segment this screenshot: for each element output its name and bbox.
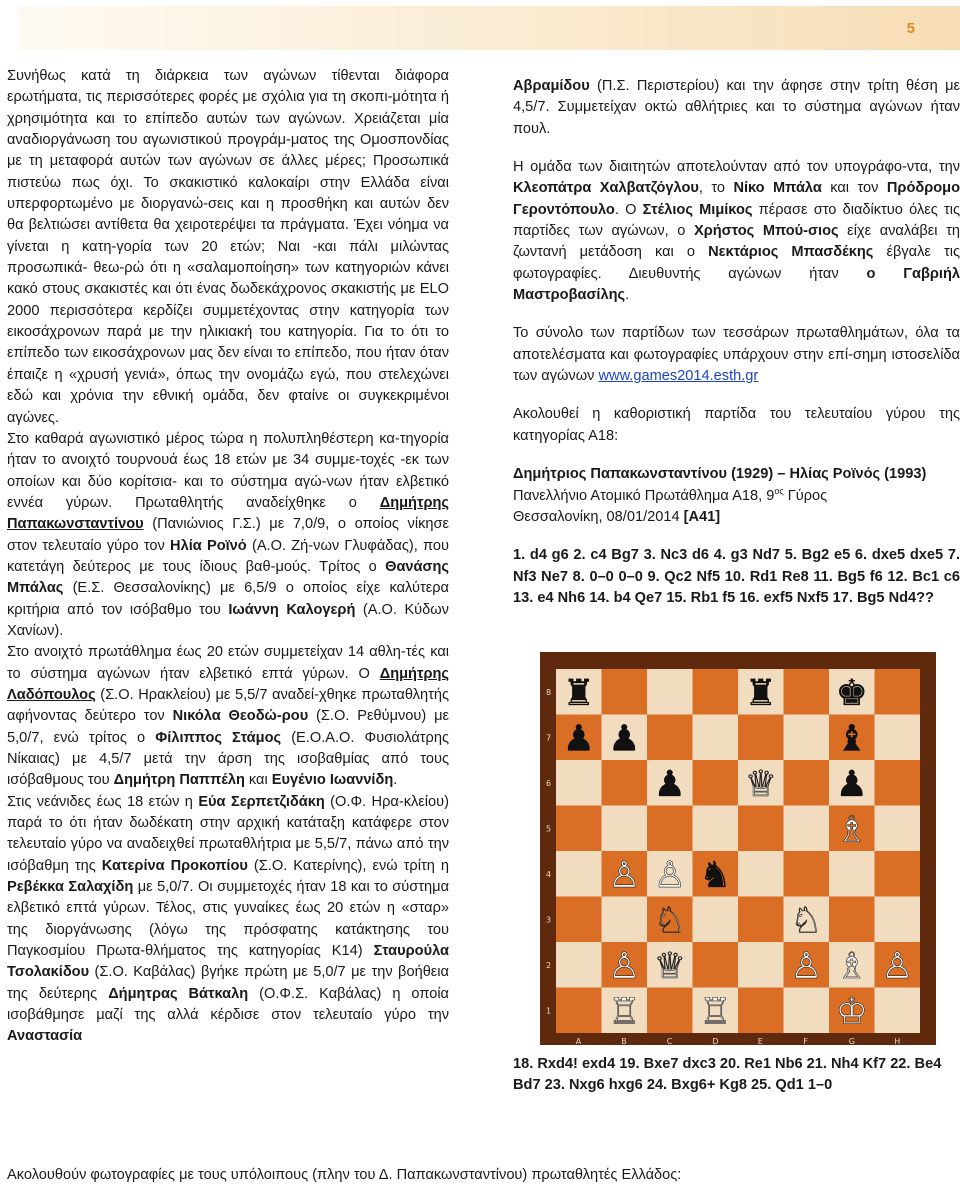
name-highlight: Ρεβέκκα Σαλαχίδη	[7, 879, 134, 896]
name-highlight: Δημήτρης Λαδόπουλος	[7, 665, 449, 703]
website-link[interactable]: www.games2014.esth.gr	[598, 368, 759, 385]
board-square-e7	[738, 715, 784, 761]
board-square-h3	[875, 897, 921, 943]
board-square-g3	[829, 897, 875, 943]
white-knight-icon: ♘	[653, 900, 686, 942]
text-run: και τον	[821, 180, 887, 197]
black-king-icon: ♚	[835, 672, 868, 714]
name-highlight: Νεκτάριος Μπασδέκης	[708, 244, 874, 261]
text-run: Στο καθαρά αγωνιστικό μέρος τώρα η πολυπληθέστερη κα-τηγορία ήταν το ανοιχτό τουρνουά έως 18 ετών με 34 συμμε-τοχές -εκ των οποίων και δύο κορίτσια- και το σύστημα αγώ-νων ήταν ελβετικό εννέα γύρων. Πρωταθλητής αναδείχθηκε ο	[7, 430, 449, 511]
game-event-text: Πανελλήνιο Ατομικό Πρωτάθλημα Α18, 9	[513, 487, 775, 504]
file-label: C	[666, 1037, 673, 1045]
right-paragraph-arbiters	[513, 157, 960, 306]
name-highlight: Ευγένιο Ιωαννίδη	[271, 772, 394, 789]
name-highlight: Δημήτρη Παππέλη	[113, 772, 245, 789]
name-highlight: Φίλιππος Στάμος	[155, 729, 282, 746]
board-square-c7	[647, 715, 693, 761]
page-number: 5	[906, 20, 915, 37]
text-run: έβγαλε τις φωτογραφίες. Διευθυντής αγώνων ήταν	[513, 244, 960, 282]
board-square-b6	[602, 760, 648, 806]
board-square-f8	[784, 669, 830, 715]
game-moves-part2: 18. Rxd4! exd4 19. Bxe7 dxc3 20. Re1 Nb6 21. Nh4 Kf7 22. Be4 Bd7 23. Nxg6 hxg6 24. Bxg6+ Kg8 25. Qd1 1–0	[513, 1056, 942, 1094]
right-paragraph-website	[513, 323, 960, 387]
name-highlight: Εύα Σερπετζιδάκη	[198, 793, 325, 810]
board-square-c1	[647, 988, 693, 1034]
text-run: .	[625, 287, 630, 304]
board-square-f5	[784, 806, 830, 852]
board-square-a6	[556, 760, 602, 806]
white-queen-icon: ♕	[744, 763, 777, 805]
game-event-tail: Γύρος	[783, 487, 828, 504]
board-square-e1	[738, 988, 784, 1034]
white-pawn-icon: ♙	[608, 945, 641, 987]
text-run: . Ο	[614, 201, 643, 218]
text-run: με 5,0/7. Οι συμμετοχές ήταν 18 και το σύστημα ελβετικό επτά γύρων. Τέλος, στις γυναίκες έως 20 ετών η «σταρ» της διοργάνωσης (λόγω της πρόσφατης κατάκτησης του Παγκοσμίου Πρωτα-θλήματος της κατηγορίας Κ14)	[7, 879, 450, 960]
text-run: (Σ.Ο. Ρεθύμνου) με 5,0/7, ενώ τρίτος ο	[7, 708, 449, 746]
white-bishop-icon: ♗	[835, 809, 868, 851]
board-square-h8	[875, 669, 921, 715]
rank-label: 4	[546, 869, 552, 879]
board-square-h7	[875, 715, 921, 761]
text-run: Το σύνολο των παρτίδων των τεσσάρων πρωταθλημάτων, όλα τα αποτελέσματα και φωτογραφίες υπάρχουν στην επί-σημη ιστοσελίδα των αγώνων	[513, 325, 960, 385]
chess-diagram	[540, 652, 936, 1045]
board-square-b8	[602, 669, 648, 715]
footer-caption: Ακολουθούν φωτογραφίες με τους υπόλοιπους (πλην του Δ. Παπακωνσταντίνου) πρωταθλητές Ελλάδος:	[7, 1167, 682, 1183]
rank-label: 7	[546, 733, 552, 743]
name-highlight: ο Γαβριήλ Μαστροβασίλης	[513, 265, 960, 304]
text-run: (Ο.Φ. Ηρα-κλείου) παρά το ότι ήταν δωδέκατη στην αρχική κατάταξη κατάφερε στον τελευταίο γύρο να αναδειχθεί πρωταθλήτρια με 5,5/7, πάνω από την ισόβαθμη της	[7, 793, 449, 874]
board-square-a4	[556, 851, 602, 897]
text-run: (Α.Ο. Κύδων Χανίων).	[7, 601, 449, 639]
board-square-f4	[784, 851, 830, 897]
left-paragraph-u18	[7, 429, 449, 642]
file-label: F	[803, 1037, 808, 1045]
black-pawn-icon: ♟	[608, 718, 641, 760]
white-pawn-icon: ♙	[790, 945, 823, 987]
game-event	[513, 486, 960, 507]
file-label: A	[575, 1037, 582, 1045]
text-run: Η ομάδα των διαιτητών αποτελούνταν από τον υπογράφο-ντα, την	[513, 159, 960, 176]
file-label: E	[757, 1037, 763, 1045]
name-highlight: Χρήστος Μπού-σιος	[693, 223, 839, 240]
white-pawn-icon: ♙	[608, 854, 641, 896]
board-square-e3	[738, 897, 784, 943]
text-run: (Σ.Ο. Ηρακλείου) με 5,5/7 αναδεί-χθηκε πρωταθλητής αφήνοντας δεύτερο τον	[7, 686, 449, 725]
name-highlight: Ιωάννη Καλογερή	[228, 601, 356, 618]
board-square-a5	[556, 806, 602, 852]
black-pawn-icon: ♟	[653, 763, 686, 805]
text-run: (Ε.Ο.Α.Ο. Φυσιολάτρης Νίκαιας) με 4,5/7 μετά την άρση της ισοβαθμίας από τους ισόβαθμους του	[7, 729, 449, 789]
board-square-e4	[738, 851, 784, 897]
white-pawn-icon: ♙	[881, 945, 914, 987]
name-highlight: Νίκο Μπάλα	[733, 180, 822, 197]
text-run: Ακολουθεί η καθοριστική παρτίδα του τελευταίου γύρου της κατηγορίας Α18:	[513, 406, 960, 444]
game-moves-part1: 1. d4 g6 2. c4 Bg7 3. Nc3 d6 4. g3 Nd7 5. Bg2 e5 6. dxe5 dxe5 7. Nf3 Ne7 8. 0–0 0–0 9. Qc2 Nf5 10. Rd1 Re8 11. Bg5 f6 12. Bc1 c6 13. e4 Nh6 14. b4 Qe7 15. Rb1 f5 16. exf5 Nxf5 17. Bg5 Nd4??	[513, 547, 960, 606]
white-rook-icon: ♖	[608, 991, 641, 1033]
left-paragraph-u20	[7, 642, 449, 791]
chess-board	[540, 652, 936, 1045]
game-event-sup: ος	[774, 485, 784, 496]
right-column	[513, 76, 960, 609]
board-square-h5	[875, 806, 921, 852]
board-square-d3	[693, 897, 739, 943]
board-square-c5	[647, 806, 693, 852]
name-highlight: Αναστασία	[7, 1028, 83, 1045]
white-king-icon: ♔	[835, 991, 868, 1033]
white-bishop-icon: ♗	[835, 945, 868, 987]
name-highlight: Νικόλα Θεοδώ-ρου	[172, 708, 309, 725]
text-run: πέρασε στο διαδίκτυο όλες τις παρτίδες των αγώνων, ο	[513, 201, 960, 240]
name-highlight: Δημήτρης Παπακωνσταντίνου	[7, 494, 449, 533]
game-place-text: Θεσσαλονίκη, 08/01/2014	[513, 508, 684, 525]
text-run: (Σ.Ο. Καβάλας) βγήκε πρώτη με 5,0/7 με την βοήθεια της δεύτερης	[7, 964, 449, 1002]
black-pawn-icon: ♟	[835, 763, 868, 805]
white-rook-icon: ♖	[699, 991, 732, 1033]
board-square-h6	[875, 760, 921, 806]
file-label: B	[621, 1037, 627, 1045]
name-highlight: Κατερίνα Προκοπίου	[101, 857, 248, 874]
text-run: (Ε.Σ. Θεσσαλονίκης) με 6,5/9 ο οποίος είχε καλύτερα κριτήρια από τον ισόβαθμο του	[7, 580, 449, 618]
name-highlight: Στέλιος Μιμίκος	[642, 201, 753, 218]
rank-label: 5	[546, 824, 552, 834]
file-label: G	[848, 1037, 855, 1045]
board-square-a1	[556, 988, 602, 1034]
rank-label: 2	[546, 960, 552, 970]
board-square-a2	[556, 942, 602, 988]
board-square-d6	[693, 760, 739, 806]
board-square-e5	[738, 806, 784, 852]
game-eco: [A41]	[683, 508, 721, 525]
black-rook-icon: ♜	[744, 672, 777, 714]
board-square-d8	[693, 669, 739, 715]
text-run: (Ο.Φ.Σ. Καβάλας) η οποία ισοβάθμησε μαζί της αλλά κέρδισε στον τελευταίο γύρο την	[7, 985, 449, 1024]
right-paragraph-game-intro	[513, 404, 960, 447]
text-run: (Α.Ο. Ζή-νων Γλυφάδας), που κατετάγη δεύτερος με τους ίδιους βαθ-μούς. Τρίτος ο	[7, 537, 449, 575]
text-run: Συνήθως κατά τη διάρκεια των αγώνων τίθενται διάφορα ερωτήματα, τις περισσότερες φορές με σχόλια για τη σκοπι-μότητα ή χρησιμότητα και το επίπεδο αυτών των αγώνων. Χρειάζεται μία αναδιοργάνωση του αγωνιστικού προγράμ-ματος της Ομοσπονδίας με τη μεταφορά αυτών των αγώνων σε άλλες μέρες; Προσωπικά πιστεύω πως όχι. Το σκακιστικό καλοκαίρι στην Ελλάδα είναι υπερφορτωμένο με διοργανώ-σεις και η προσθήκη και αυτών δεν θα βελτιώσει αντίθετα θα χειροτερέψει τα πράγματα. Έχει νόημα να γίνεται η κατη-γορία των 20 ετών; Ναι -και πάλι μιλώντας προσωπικά- θεω-ρώ ότι η «σαλαμοποίηση» των κατηγοριών κάνει κακό στους σκακιστές και ότι ένας δωδεκάχρονος σκακιστής με ΕLO 2000 περισσότερα κερδίζει συμμετέχοντας στην κατηγορία των εικοσάχρονων παρά με την ηλικιακή του κατηγορία. Για το ότι το επίπεδο των εικοσάχρονων μας δεν είναι το επίπεδο, που ήταν όταν έπαιζε η «χρυσή γενιά», όπως την ονομάζω εγώ, που στελεχώνει εδώ και χρόνια την εθνική ομάδα, δεν φταίνε οι συγκεκριμένοι αγώνες.	[7, 68, 449, 426]
board-square-d5	[693, 806, 739, 852]
text-run: (Π.Σ. Περιστερίου) και την άφησε στην τρίτη θέση με 4,5/7. Συμμετείχαν οκτώ αθλήτριες και το σύστημα αγώνων ήταν πουλ.	[513, 78, 960, 137]
black-bishop-icon: ♝	[835, 718, 868, 760]
board-square-c8	[647, 669, 693, 715]
board-square-b3	[602, 897, 648, 943]
name-highlight: Πρόδρομο Γεροντόπουλο	[513, 180, 960, 218]
board-square-a3	[556, 897, 602, 943]
page-header-bar	[18, 6, 960, 50]
name-highlight: Σταυρούλα Τσολακίδου	[7, 943, 449, 981]
rank-label: 3	[546, 915, 552, 925]
board-square-h4	[875, 851, 921, 897]
text-run: είχε αναλάβει τη ζωντανή μετάδοση και ο	[513, 223, 960, 261]
left-column	[7, 66, 449, 1048]
board-square-d2	[693, 942, 739, 988]
name-highlight: Κλεοπάτρα Χαλβατζόγλου	[513, 180, 699, 197]
board-square-d7	[693, 715, 739, 761]
name-highlight: Θανάσης Μπάλας	[7, 558, 449, 597]
white-queen-icon: ♕	[653, 945, 686, 987]
board-square-h1	[875, 988, 921, 1034]
name-highlight: Αβραμίδου	[513, 78, 590, 94]
black-rook-icon: ♜	[562, 672, 595, 714]
game-players: Δημήτριος Παπακωνσταντίνου (1929) – Ηλίας Ροϊνός (1993)	[513, 466, 927, 483]
black-knight-icon: ♞	[699, 854, 732, 896]
game-place	[513, 507, 960, 528]
white-knight-icon: ♘	[790, 900, 823, 942]
board-square-b5	[602, 806, 648, 852]
black-pawn-icon: ♟	[562, 718, 595, 760]
right-paragraph-women	[513, 76, 960, 140]
rank-label: 1	[546, 1006, 552, 1016]
rank-label: 6	[546, 778, 552, 788]
white-pawn-icon: ♙	[653, 854, 686, 896]
left-paragraph-intro	[7, 66, 449, 429]
file-label: D	[712, 1037, 719, 1045]
text-run: .	[393, 772, 398, 789]
text-run: Στις νεάνιδες έως 18 ετών η	[7, 793, 199, 810]
board-square-f7	[784, 715, 830, 761]
text-run: Στο ανοιχτό πρωτάθλημα έως 20 ετών συμμετείχαν 14 αθλη-τές και το σύστημα αγώνων ήταν ελβετικό επτά γύρων. Ο	[7, 644, 449, 682]
board-square-e2	[738, 942, 784, 988]
text-run: (Σ.Ο. Κατερίνης), ενώ τρίτη η	[247, 857, 449, 874]
board-square-g4	[829, 851, 875, 897]
text-run: , το	[698, 180, 734, 197]
left-paragraph-girls	[7, 792, 449, 1048]
rank-label: 8	[546, 687, 552, 697]
name-highlight: Δήμητρας Βάτκαλη	[108, 985, 249, 1002]
text-run: (Πανιώνιος Γ.Σ.) με 7,0/9, ο οποίος νίκησε στον τελευταίο γύρο τον	[7, 516, 449, 554]
board-square-f1	[784, 988, 830, 1034]
name-highlight: Ηλία Ροϊνό	[170, 537, 247, 554]
file-label: H	[894, 1037, 901, 1045]
board-square-f6	[784, 760, 830, 806]
text-run: και	[244, 772, 272, 789]
